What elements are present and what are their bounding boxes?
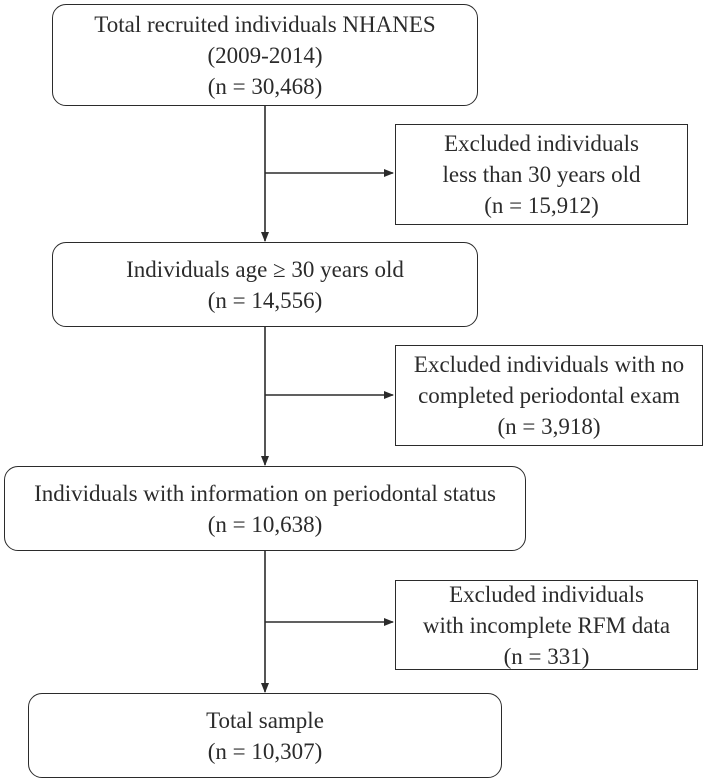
step-box-line: (2009-2014) <box>207 42 323 68</box>
exclusion-box-line: Excluded individuals with no <box>413 352 685 377</box>
exclusion-box-under-30 <box>395 124 688 225</box>
exclusion-box-line: (n = 3,918) <box>497 414 601 439</box>
step-box-periodontal-info <box>4 466 526 551</box>
step-box-total-recruited <box>52 4 478 106</box>
step-box-line: Individuals with information on periodontal status <box>34 480 496 506</box>
step-box-line: (n = 10,307) <box>207 738 323 764</box>
exclusion-box-line: Excluded individuals <box>449 581 644 607</box>
exclusion-box-line: (n = 15,912) <box>484 193 599 218</box>
step-box-line: Total sample <box>206 707 324 733</box>
step-box-line: (n = 30,468) <box>207 73 323 99</box>
exclusion-box-line: less than 30 years old <box>442 162 641 187</box>
exclusion-box-line: (n = 331) <box>503 643 590 669</box>
step-box-line: Total recruited individuals NHANES <box>94 11 436 37</box>
step-box-line: (n = 14,556) <box>207 287 323 313</box>
step-box-line: (n = 10,638) <box>207 511 323 537</box>
exclusion-box-no-periodontal-exam <box>395 345 703 446</box>
exclusion-box-incomplete-rfm <box>395 580 698 670</box>
exclusion-box-line: completed periodontal exam <box>418 383 680 408</box>
step-box-line: Individuals age ≥ 30 years old <box>126 256 404 282</box>
step-box-age-30-plus <box>52 242 478 327</box>
step-box-total-sample <box>28 693 502 778</box>
exclusion-box-line: Excluded individuals <box>444 131 639 156</box>
exclusion-box-line: with incomplete RFM data <box>422 612 671 638</box>
